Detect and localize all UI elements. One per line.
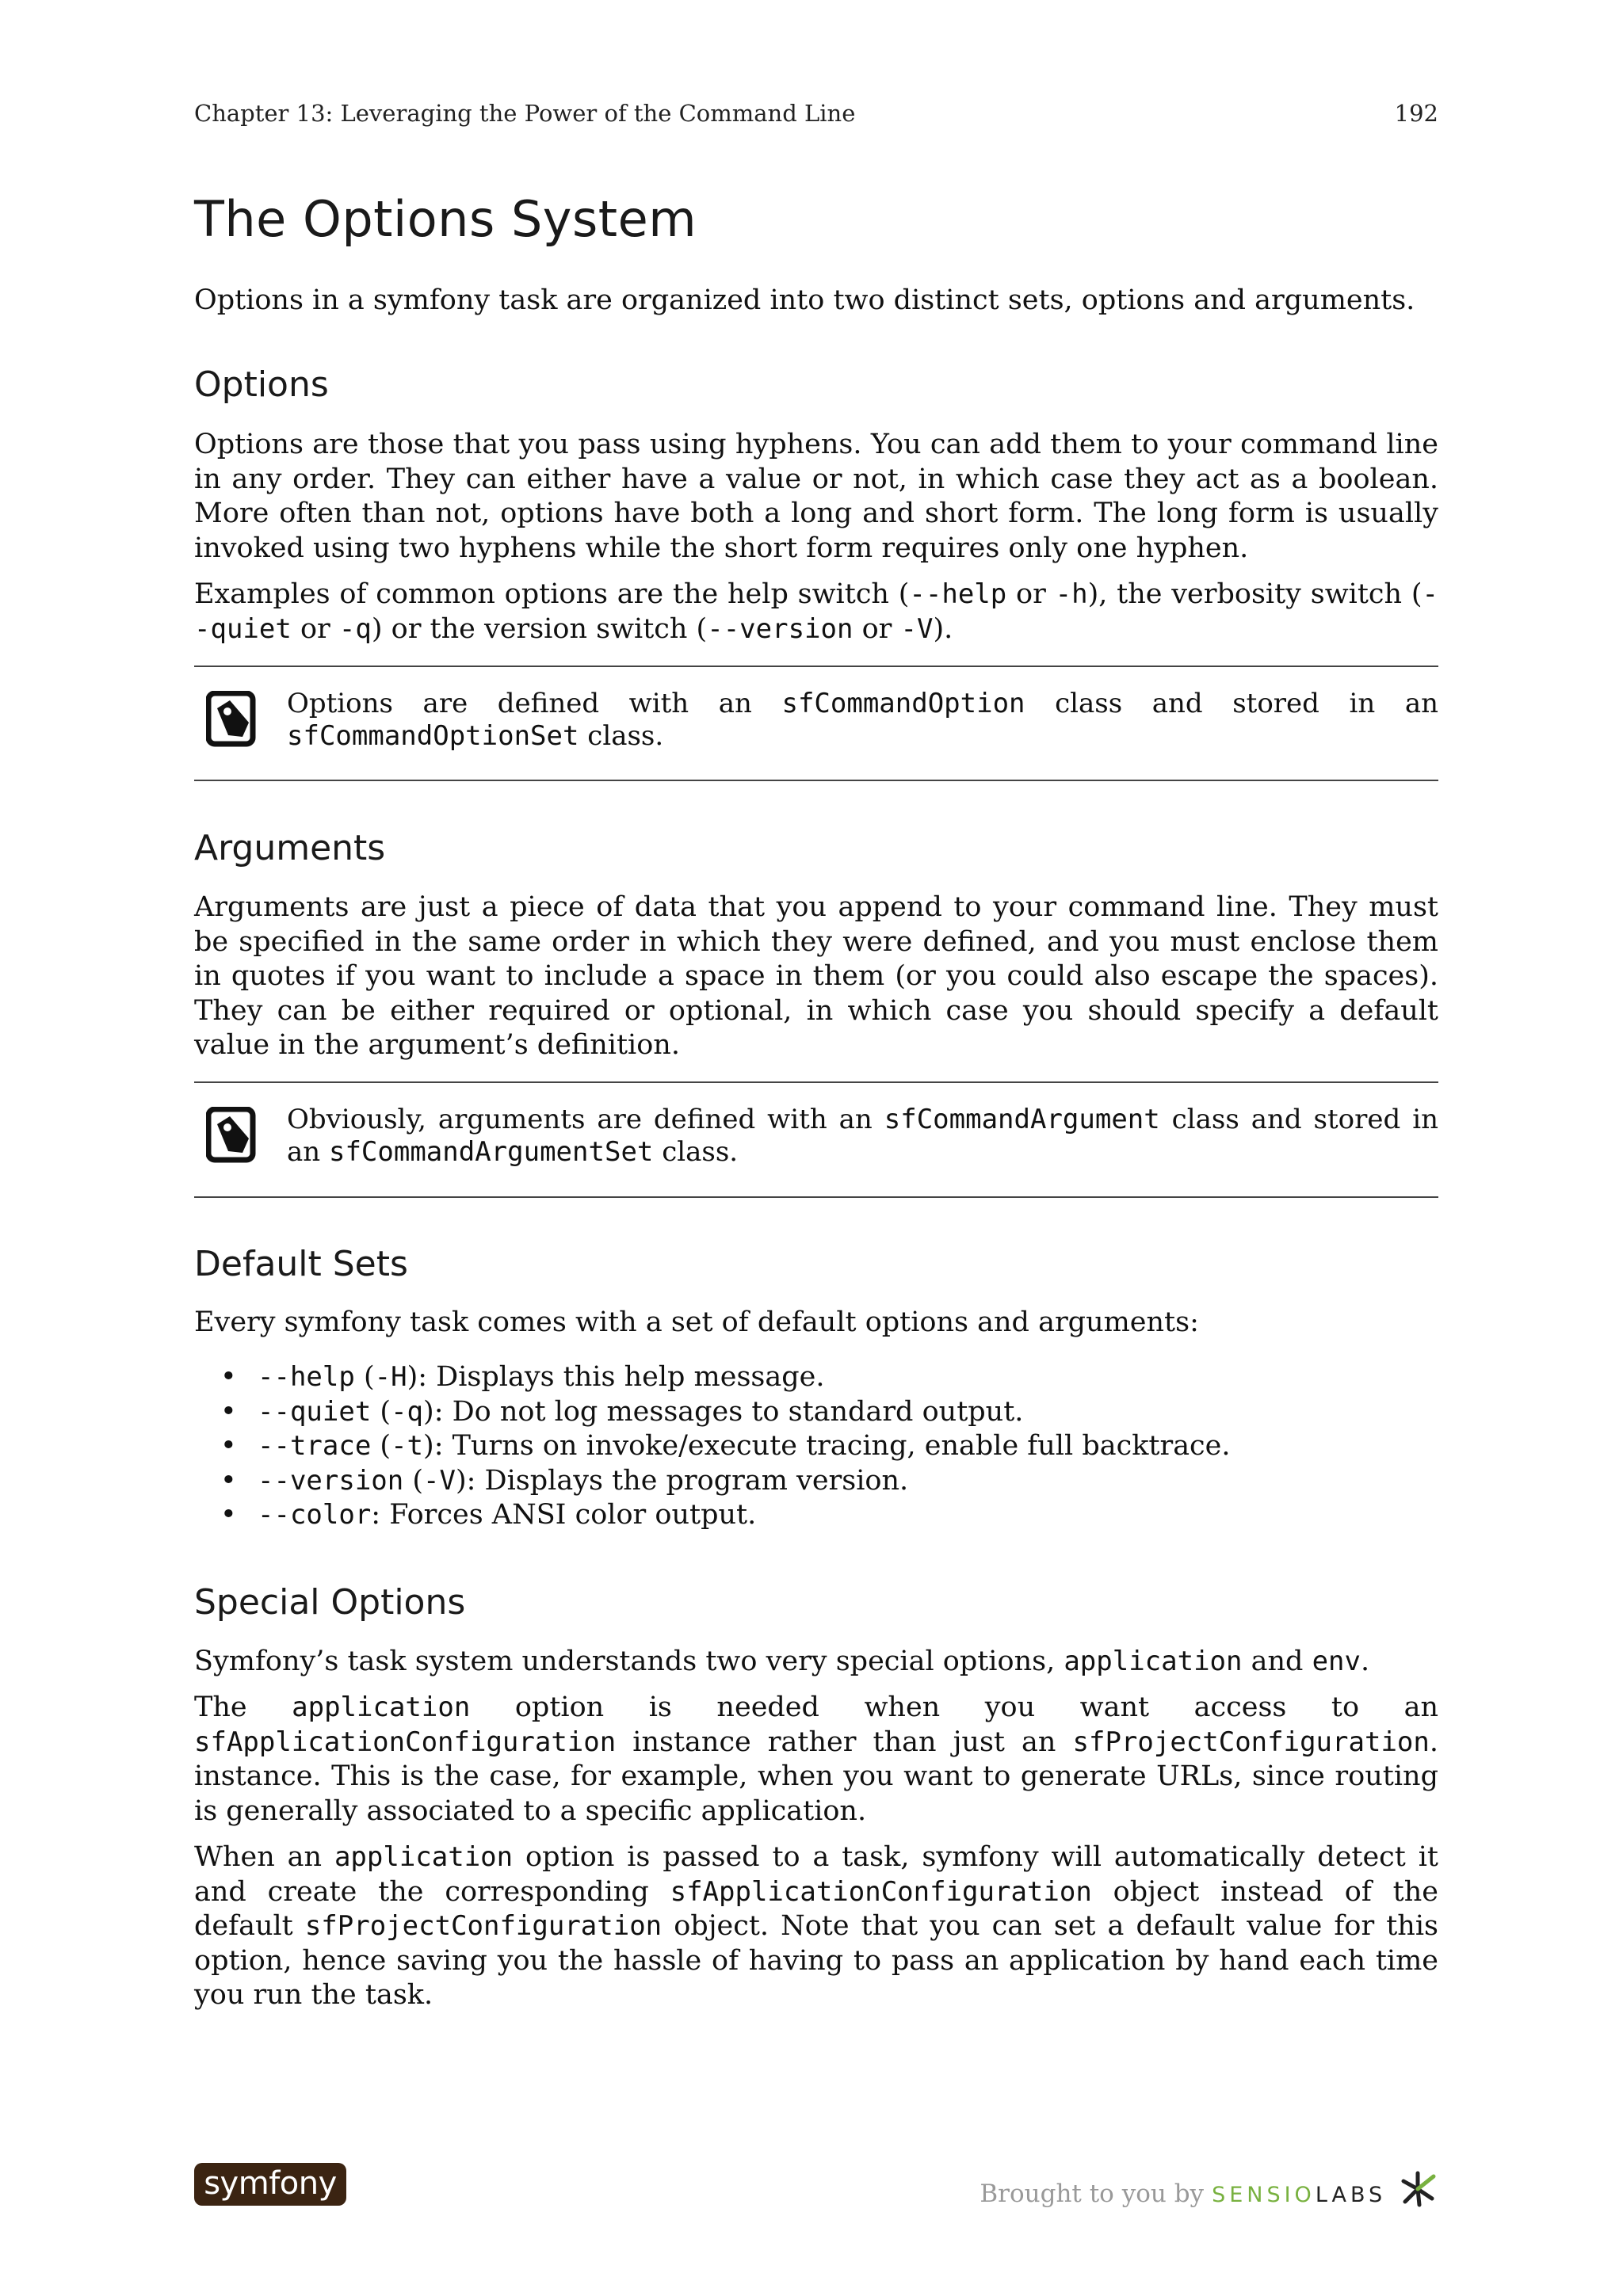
options-paragraph: Options are those that you pass using hyphens. You can add them to your command line in any order. They can either have a value or not, in which case they act as a boolean. More often than not, options have both a long and short form. The long form is usually invoked using two hyphens while the short form requires only one hyphen. — [194, 429, 1438, 564]
special-options-application-paragraph — [194, 1691, 1438, 1829]
text: object instead of the default — [194, 1875, 1438, 1942]
options-note — [194, 666, 1438, 781]
option-desc: : Forces ANSI color output. — [371, 1499, 757, 1531]
options-examples-paragraph — [194, 578, 1438, 646]
code: sfProjectConfiguration — [1072, 1726, 1430, 1758]
option-code: --version — [258, 1464, 404, 1497]
code: sfCommandArgumentSet — [328, 1136, 654, 1168]
page-number: 192 — [1394, 100, 1438, 127]
default-sets-intro: Every symfony task comes with a set of default options and arguments: — [194, 1306, 1199, 1338]
option-code: --help — [258, 1361, 355, 1393]
brand-sensio: SENSIO — [1212, 2183, 1316, 2207]
text: option is needed when you want access to an — [470, 1691, 1438, 1723]
text: . — [1361, 1646, 1370, 1677]
code: sfCommandOptionSet — [287, 720, 579, 752]
footer-credit — [980, 2164, 1438, 2208]
arguments-note — [194, 1081, 1438, 1198]
option-desc: : Displays the program version. — [466, 1464, 909, 1497]
code-version: --version — [707, 612, 854, 645]
code: env — [1312, 1646, 1361, 1677]
note-text — [287, 1104, 1438, 1169]
code-quiet: --quiet — [194, 578, 1438, 645]
brand-labs: LABS — [1315, 2183, 1387, 2207]
default-options-list — [194, 1360, 1438, 1533]
text: Options are defined with an — [287, 688, 782, 719]
option-code: --trace — [258, 1430, 372, 1462]
option-code: --quiet — [258, 1395, 372, 1428]
list-item: • --quiet (-q): Do not log messages to standard output. — [194, 1395, 1438, 1430]
brought-text: Brought to you by — [980, 2180, 1205, 2208]
special-options-intro — [194, 1645, 1438, 1680]
note-text — [287, 688, 1438, 753]
code: application — [1064, 1646, 1243, 1677]
bullet: • — [220, 1499, 237, 1531]
bullet: • — [220, 1395, 237, 1428]
arguments-paragraph: Arguments are just a piece of data that you append to your command line. They must be specified in the same order in which they were defined, and you must enclose them in quotes if you want to include a space in them (or you could also escape the spaces). They can be either required or optional, in which case you should specify a default value in the argument’s definition. — [194, 891, 1438, 1061]
running-header — [194, 100, 1438, 132]
text: or — [1006, 578, 1056, 610]
option-short: -H — [374, 1361, 407, 1393]
text: instance rather than just an — [616, 1726, 1073, 1758]
text: ) or the version switch ( — [371, 612, 708, 645]
text: and — [1242, 1646, 1312, 1677]
text: or — [291, 612, 339, 645]
intro-paragraph: Options in a symfony task are organized into two distinct sets, options and arguments. — [194, 284, 1415, 316]
code-q: -q — [338, 612, 372, 645]
code: application — [292, 1691, 471, 1723]
logo-text: symfony — [204, 2165, 337, 2202]
special-options-detect-paragraph — [194, 1840, 1438, 2013]
text: When an — [194, 1841, 334, 1873]
bullet: • — [220, 1464, 237, 1497]
code: sfCommandOption — [781, 688, 1025, 719]
text: ). — [933, 612, 953, 645]
bullet: • — [220, 1430, 237, 1462]
code: sfApplicationConfiguration — [194, 1726, 617, 1758]
code: sfProjectConfiguration — [304, 1910, 663, 1942]
code: application — [334, 1841, 514, 1873]
text: Obviously, arguments are defined with an — [287, 1104, 884, 1135]
sensiolabs-star-icon — [1399, 2170, 1438, 2208]
list-item: • --trace (-t): Turns on invoke/execute tracing, enable full backtrace. — [194, 1429, 1438, 1464]
symfony-logo — [194, 2163, 346, 2206]
options-heading: Options — [194, 364, 329, 405]
special-options-heading: Special Options — [194, 1582, 466, 1623]
option-desc: : Displays this help message. — [418, 1361, 825, 1393]
option-code: --color — [258, 1499, 372, 1531]
note-icon — [206, 691, 258, 748]
text: or — [853, 612, 901, 645]
option-short: -q — [391, 1395, 424, 1428]
text: object. Note that you can set a default value for this option, hence saving you the hassle of having to pass an application by hand each time you run the task. — [194, 1910, 1439, 2011]
section-title: The Options System — [194, 190, 697, 248]
text: . instance. This is the case, for example, when you want to generate URLs, since routing is generally associated to a specific application. — [194, 1726, 1438, 1827]
text: option is passed to a task, symfony will automatically detect it and create the corresponding — [194, 1841, 1438, 1908]
text: The — [194, 1691, 292, 1723]
option-desc: : Do not log messages to standard output. — [433, 1395, 1024, 1428]
text: ), the verbosity switch ( — [1087, 578, 1423, 610]
code: sfApplicationConfiguration — [670, 1875, 1092, 1908]
code: sfCommandArgument — [884, 1104, 1160, 1135]
text: Examples of common options are the help switch ( — [194, 578, 910, 610]
bullet: • — [220, 1361, 237, 1393]
list-item: • --help (-H): Displays this help message. — [194, 1360, 1438, 1395]
option-short: -V — [423, 1464, 456, 1497]
option-short: -t — [391, 1430, 424, 1462]
option-desc: : Turns on invoke/execute tracing, enable full backtrace. — [433, 1430, 1231, 1462]
list-item: • --version (-V): Displays the program version. — [194, 1464, 1438, 1499]
chapter-title: Chapter 13: Leveraging the Power of the Command Line — [194, 100, 856, 127]
text: class and stored in an — [1025, 688, 1438, 719]
text: Symfony’s task system understands two very special options, — [194, 1646, 1064, 1677]
text: class. — [579, 720, 664, 752]
text: class and stored in an — [287, 1104, 1438, 1168]
note-icon — [206, 1107, 258, 1164]
arguments-heading: Arguments — [194, 828, 386, 868]
text: class. — [653, 1136, 739, 1168]
list-item — [194, 1498, 1438, 1533]
code-v: -V — [900, 612, 934, 645]
default-sets-heading: Default Sets — [194, 1244, 408, 1284]
code-help: --help — [909, 578, 1007, 610]
code-h: -h — [1055, 578, 1088, 610]
